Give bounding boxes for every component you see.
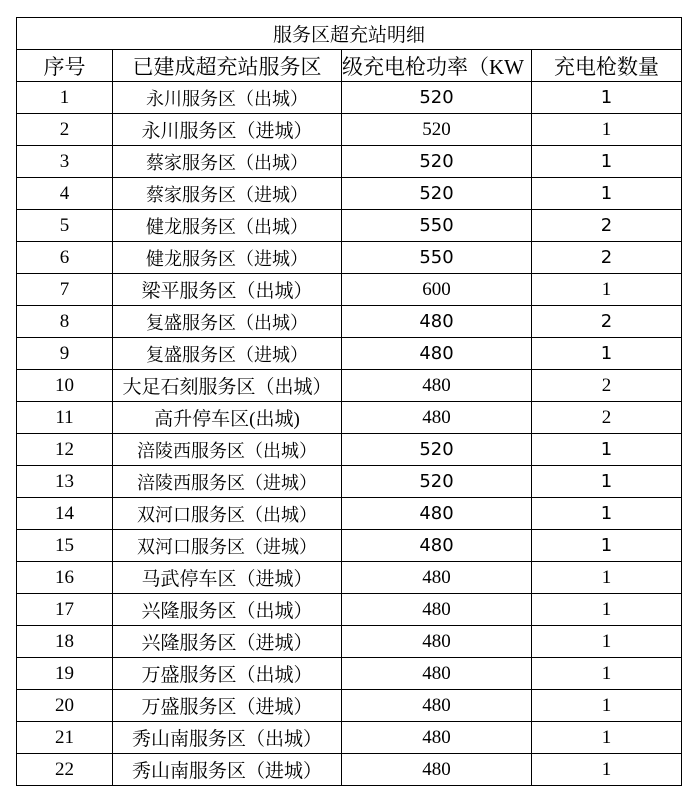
table-row [17,370,682,402]
gun-count-cell: 1 [532,754,682,786]
table-row [17,658,682,690]
row-index-cell: 7 [17,274,113,306]
table-row [17,114,682,146]
row-index-cell: 22 [17,754,113,786]
row-index-cell: 11 [17,402,113,434]
table-row [17,530,682,562]
power-cell: 550 [342,242,532,274]
service-area-cell: 涪陵西服务区（进城） [113,466,342,498]
power-cell: 550 [342,210,532,242]
gun-count-cell: 1 [532,178,682,210]
table-row [17,466,682,498]
row-index-cell: 14 [17,498,113,530]
power-cell: 480 [342,338,532,370]
power-cell: 480 [342,530,532,562]
gun-count-cell: 2 [532,242,682,274]
service-area-cell: 兴隆服务区（进城） [113,626,342,658]
service-area-cell: 秀山南服务区（出城） [113,722,342,754]
power-cell: 480 [342,626,532,658]
gun-count-cell: 1 [532,626,682,658]
service-area-cell: 蔡家服务区（出城） [113,146,342,178]
service-area-cell: 健龙服务区（出城） [113,210,342,242]
power-cell: 520 [342,434,532,466]
gun-count-cell: 1 [532,338,682,370]
column-header-index: 序号 [17,50,113,82]
power-cell: 520 [342,82,532,114]
gun-count-cell: 1 [532,562,682,594]
service-area-cell: 梁平服务区（出城） [113,274,342,306]
power-cell: 480 [342,658,532,690]
service-area-cell: 万盛服务区（进城） [113,690,342,722]
column-header-row [17,50,682,82]
power-cell: 480 [342,370,532,402]
power-cell: 520 [342,466,532,498]
power-cell: 480 [342,498,532,530]
service-area-cell: 健龙服务区（进城） [113,242,342,274]
power-cell: 480 [342,562,532,594]
row-index-cell: 17 [17,594,113,626]
gun-count-cell: 2 [532,306,682,338]
row-index-cell: 3 [17,146,113,178]
service-area-cell: 永川服务区（出城） [113,82,342,114]
table-row [17,562,682,594]
row-index-cell: 13 [17,466,113,498]
power-cell: 480 [342,722,532,754]
charging-station-table [16,17,682,786]
service-area-cell: 复盛服务区（出城） [113,306,342,338]
table-row [17,754,682,786]
service-area-cell: 万盛服务区（出城） [113,658,342,690]
gun-count-cell: 1 [532,498,682,530]
gun-count-cell: 2 [532,370,682,402]
table-row [17,82,682,114]
gun-count-cell: 1 [532,530,682,562]
service-area-cell: 永川服务区（进城） [113,114,342,146]
row-index-cell: 21 [17,722,113,754]
table-row [17,338,682,370]
gun-count-cell: 1 [532,434,682,466]
service-area-cell: 秀山南服务区（进城） [113,754,342,786]
power-cell: 520 [342,146,532,178]
gun-count-cell: 1 [532,690,682,722]
row-index-cell: 2 [17,114,113,146]
service-area-cell: 高升停车区(出城) [113,402,342,434]
power-cell: 480 [342,306,532,338]
power-cell: 600 [342,274,532,306]
table-row [17,498,682,530]
table-title-row [17,18,682,50]
gun-count-cell: 1 [532,658,682,690]
table-title: 服务区超充站明细 [17,18,682,50]
row-index-cell: 19 [17,658,113,690]
power-cell: 480 [342,754,532,786]
row-index-cell: 9 [17,338,113,370]
column-header-gun-count: 充电枪数量 [532,50,682,82]
row-index-cell: 12 [17,434,113,466]
column-header-power: 级充电枪功率（KW [342,50,532,82]
gun-count-cell: 1 [532,466,682,498]
service-area-cell: 大足石刻服务区（出城） [113,370,342,402]
table-row [17,146,682,178]
power-cell: 520 [342,178,532,210]
table-row [17,210,682,242]
row-index-cell: 6 [17,242,113,274]
table-row [17,306,682,338]
table-row [17,242,682,274]
gun-count-cell: 1 [532,274,682,306]
table-row [17,594,682,626]
row-index-cell: 16 [17,562,113,594]
table-body [17,82,682,786]
gun-count-cell: 1 [532,114,682,146]
row-index-cell: 4 [17,178,113,210]
table-row [17,690,682,722]
power-cell: 480 [342,690,532,722]
row-index-cell: 5 [17,210,113,242]
service-area-cell: 兴隆服务区（出城） [113,594,342,626]
service-area-cell: 复盛服务区（进城） [113,338,342,370]
gun-count-cell: 2 [532,210,682,242]
power-cell: 520 [342,114,532,146]
column-header-service-area: 已建成超充站服务区 [113,50,342,82]
row-index-cell: 10 [17,370,113,402]
service-area-cell: 双河口服务区（进城） [113,530,342,562]
service-area-cell: 涪陵西服务区（出城） [113,434,342,466]
service-area-cell: 蔡家服务区（进城） [113,178,342,210]
service-area-cell: 双河口服务区（出城） [113,498,342,530]
table-row [17,722,682,754]
table-row [17,402,682,434]
service-area-cell: 马武停车区（进城） [113,562,342,594]
power-cell: 480 [342,402,532,434]
row-index-cell: 18 [17,626,113,658]
gun-count-cell: 2 [532,402,682,434]
table-row [17,178,682,210]
gun-count-cell: 1 [532,82,682,114]
row-index-cell: 1 [17,82,113,114]
row-index-cell: 8 [17,306,113,338]
gun-count-cell: 1 [532,722,682,754]
table-row [17,626,682,658]
power-cell: 480 [342,594,532,626]
gun-count-cell: 1 [532,146,682,178]
table-row [17,434,682,466]
row-index-cell: 20 [17,690,113,722]
row-index-cell: 15 [17,530,113,562]
table-row [17,274,682,306]
gun-count-cell: 1 [532,594,682,626]
